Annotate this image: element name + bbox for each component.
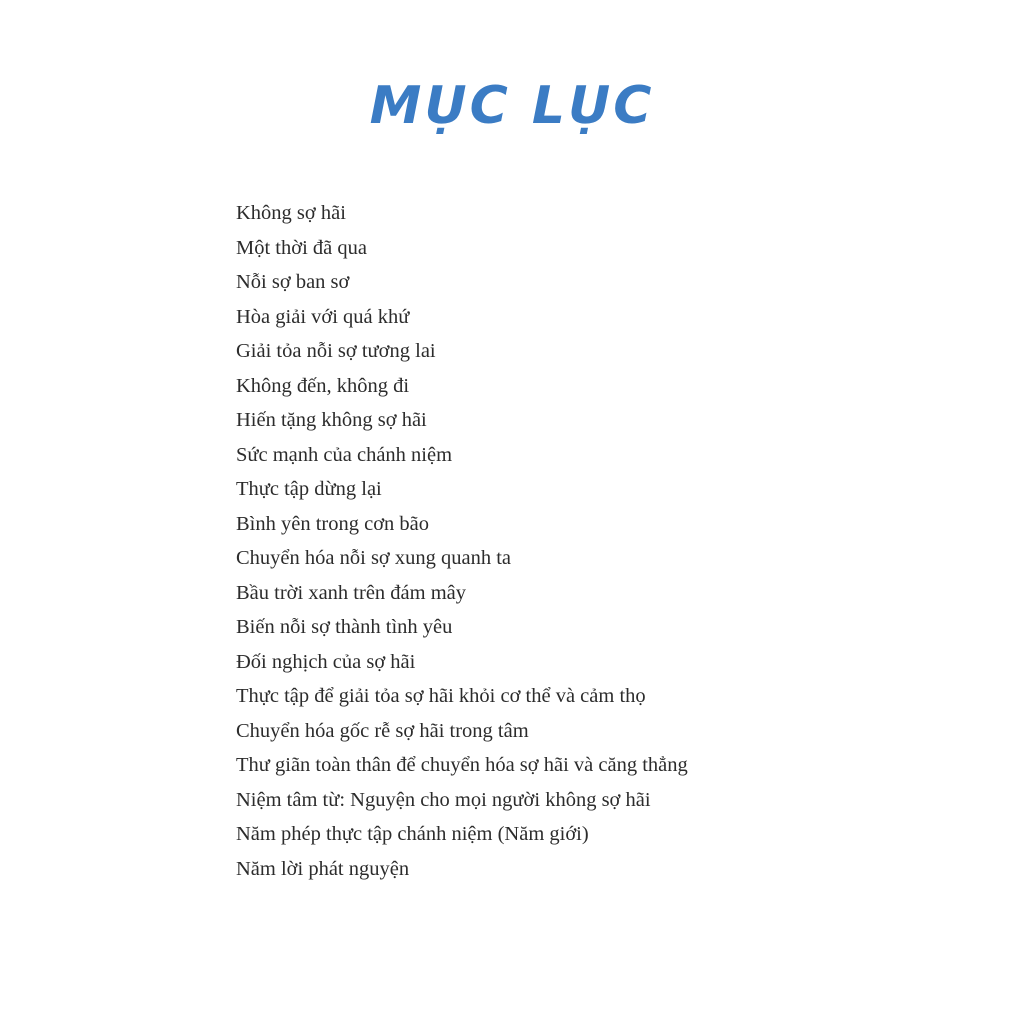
list-item: Thư giãn toàn thân để chuyển hóa sợ hãi và căng thẳng xyxy=(236,754,688,776)
list-item: Một thời đã qua xyxy=(236,236,367,259)
list-item: Chuyển hóa nỗi sợ xung quanh ta xyxy=(236,547,512,569)
list-item: Bầu trời xanh trên đám mây xyxy=(236,581,467,604)
table-of-contents-list xyxy=(236,196,936,886)
list-item: Không đến, không đi xyxy=(236,374,410,397)
list-item: Bình yên trong cơn bão xyxy=(236,512,430,535)
list-item: Hiến tặng không sợ hãi xyxy=(236,409,427,431)
list-item: Đối nghịch của sợ hãi xyxy=(236,650,416,673)
page-title: MỤC LỤC xyxy=(369,76,655,136)
list-item: Giải tỏa nỗi sợ tương lai xyxy=(236,340,436,362)
list-item: Không sợ hãi xyxy=(236,202,346,224)
list-item: Nỗi sợ ban sơ xyxy=(236,271,350,293)
list-item: Sức mạnh của chánh niệm xyxy=(236,443,453,466)
list-item: Chuyển hóa gốc rễ sợ hãi trong tâm xyxy=(236,719,529,742)
list-item: Thực tập để giải tỏa sợ hãi khỏi cơ thể và cảm thọ xyxy=(236,685,646,707)
list-item: Hòa giải với quá khứ xyxy=(236,305,410,328)
list-item: Năm lời phát nguyện xyxy=(236,857,410,880)
list-item: Niệm tâm từ: Nguyện cho mọi người không sợ hãi xyxy=(236,788,651,811)
list-item: Năm phép thực tập chánh niệm (Năm giới) xyxy=(236,823,589,845)
list-item: Biến nỗi sợ thành tình yêu xyxy=(236,616,453,638)
list-item: Thực tập dừng lại xyxy=(236,478,382,500)
